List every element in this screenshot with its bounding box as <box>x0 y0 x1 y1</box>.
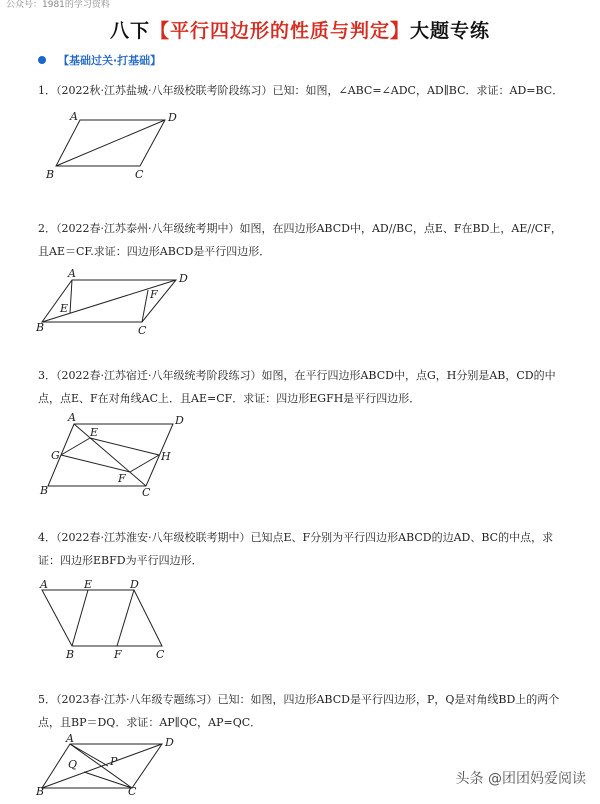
problem-1 <box>38 79 568 102</box>
title-highlight: 【平行四边形的性质与判定】 <box>149 20 410 42</box>
label-A: A <box>68 411 76 424</box>
title-suffix: 大题专练 <box>410 20 491 42</box>
title-prefix: 八下 <box>109 20 150 42</box>
label-E: E <box>60 302 69 315</box>
label-B: B <box>36 321 45 334</box>
watermark: 头条 @团团妈爱阅读 <box>455 771 586 787</box>
label-B: B <box>40 484 49 497</box>
figure-4-svg <box>38 578 198 663</box>
top-note: 公众号：1981的学习资料 <box>6 0 110 10</box>
label-F: F <box>118 472 126 485</box>
label-A: A <box>40 578 48 591</box>
label-B: B <box>66 648 75 661</box>
problem-number: 1． <box>38 84 56 97</box>
figure-1-svg <box>40 110 200 190</box>
problem-text: （2022秋·江苏盐城·八年级校联考阶段练习）已知：如图，∠ABC=∠ADC，AD∥BC．求证：AD=BC． <box>56 84 564 97</box>
label-Q: Q <box>68 758 78 771</box>
label-E: E <box>90 426 99 439</box>
figure-3-svg <box>38 411 198 499</box>
label-F: F <box>114 648 122 661</box>
label-C: C <box>138 324 147 337</box>
problem-2 <box>38 217 568 263</box>
figure-1 <box>40 110 200 194</box>
label-C: C <box>135 168 144 181</box>
problem-text: （2022春·江苏淮安·八年级校联考期中）已知点E、F分别为平行四边形ABCD的边AD、BC的中点，求证：四边形EBFD为平行四边形． <box>38 531 554 567</box>
problem-number: 2． <box>38 222 56 235</box>
bullet-dot-icon <box>38 56 46 64</box>
label-B: B <box>46 168 55 181</box>
section-label: 【基础过关·打基础】 <box>58 54 162 67</box>
label-A: A <box>70 110 78 123</box>
problem-text: （2022春·江苏泰州·八年级统考期中）如图，在四边形ABCD中，AD//BC，点E、F在BD上，AE//CF，且AE＝CF.求证：四边形ABCD是平行四边形． <box>38 222 562 258</box>
problem-number: 4． <box>38 531 56 544</box>
figure-5-svg <box>36 732 198 800</box>
label-D: D <box>168 111 177 124</box>
problem-text: （2022春·江苏宿迁·八年级统考阶段练习）如图，在平行四边形ABCD中，点G，H分别是AB，CD的中点，点E、F在对角线AC上．且AE=CF．求证：四边形EGFH是平行四边形． <box>38 369 556 405</box>
problem-number: 3． <box>38 369 56 382</box>
figure-2-svg <box>36 268 196 343</box>
label-D: D <box>130 578 139 591</box>
figure-5 <box>36 732 198 804</box>
figure-4 <box>38 578 198 667</box>
label-P: P <box>110 755 118 768</box>
label-D: D <box>165 736 174 749</box>
figure-2 <box>36 268 196 347</box>
problem-4 <box>38 526 568 572</box>
label-E: E <box>84 578 93 591</box>
label-D: D <box>179 272 188 285</box>
problem-5 <box>38 688 568 734</box>
label-G: G <box>51 449 60 462</box>
label-C: C <box>156 648 165 661</box>
problem-3 <box>38 364 568 410</box>
label-C: C <box>142 486 151 499</box>
section-header <box>38 52 161 68</box>
label-H: H <box>161 450 171 463</box>
problem-number: 5． <box>38 693 56 706</box>
label-F: F <box>150 288 158 301</box>
label-B: B <box>36 785 45 798</box>
label-A: A <box>68 267 76 280</box>
label-D: D <box>175 414 184 427</box>
label-A: A <box>66 732 74 745</box>
figure-3 <box>38 411 198 503</box>
label-C: C <box>128 785 137 798</box>
problem-text: （2023春·江苏·八年级专题练习）已知：如图，四边形ABCD是平行四边形，P，Q是对角线BD上的两个点，且BP＝DQ．求证：AP∥QC，AP=QC． <box>38 693 560 729</box>
page-title <box>0 16 600 43</box>
